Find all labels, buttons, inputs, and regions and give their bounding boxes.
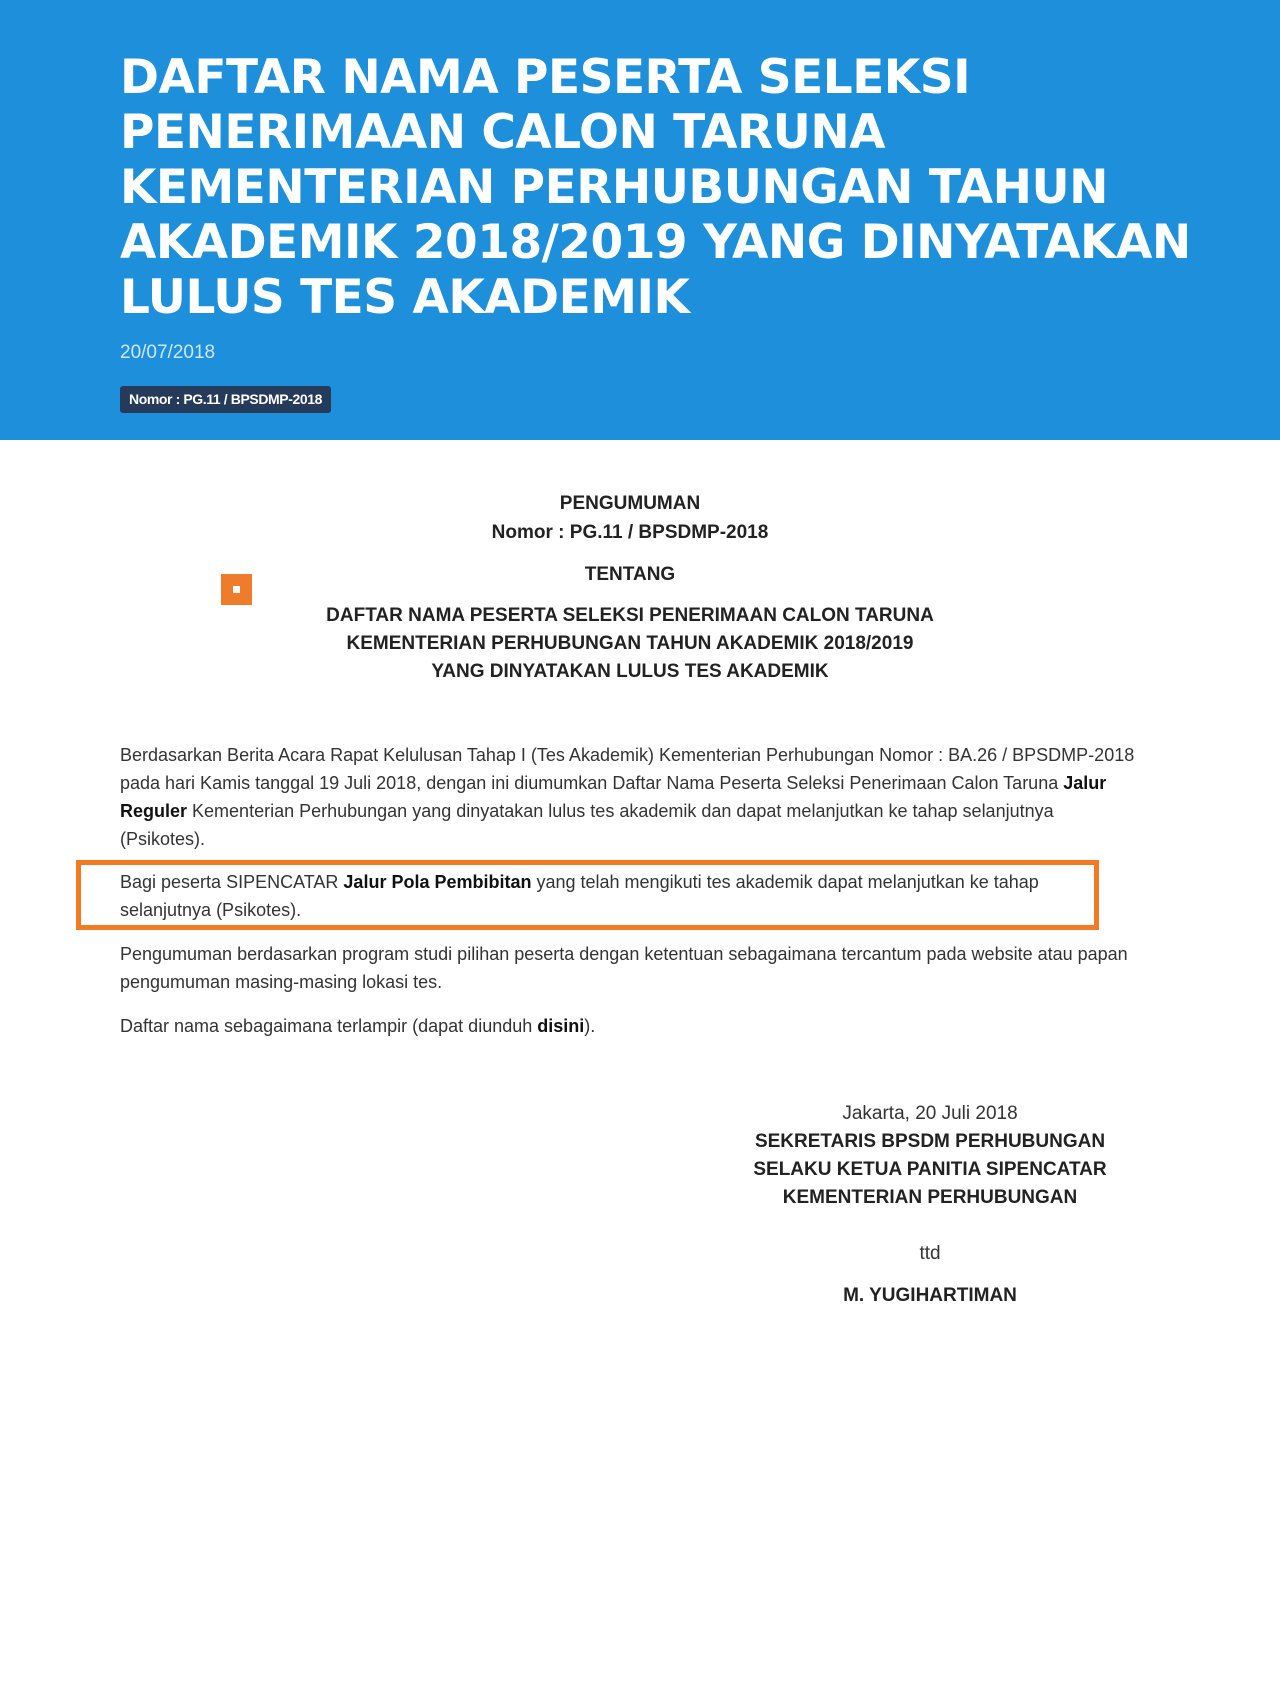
paragraph-program-studi: Pengumuman berdasarkan program studi pilihan peserta dengan ketentuan sebagaimana tercantum pada website atau papan pengumuman masing-masing lokasi tes. bbox=[120, 944, 1128, 992]
bold-jalur-pola-pembibitan: Jalur Pola Pembibitan bbox=[343, 872, 532, 892]
paragraph-download: Daftar nama sebagaimana terlampir (dapat diunduh disini). bbox=[120, 1016, 596, 1036]
announcement-title bbox=[120, 602, 1140, 686]
signature-block bbox=[720, 1100, 1140, 1310]
announcement-title-line: DAFTAR NAMA PESERTA SELEKSI PENERIMAAN CALON TARUNA bbox=[326, 605, 934, 626]
page-title: DAFTAR NAMA PESERTA SELEKSI PENERIMAAN CALON TARUNA KEMENTERIAN PERHUBUNGAN TAHUN AKADEMIK 2018/2019 YANG DINYATAKAN LULUS TES AKADEMIK bbox=[120, 50, 1191, 325]
paragraph-regular-path: Berdasarkan Berita Acara Rapat Kelulusan Tahap I (Tes Akademik) Kementerian Perhubungan Nomor : BA.26 / BPSDMP-2018 pada hari Kamis tanggal 19 Juli 2018, dengan ini diumumkan Daftar Nama Peserta Seleksi Penerimaan Calon Taruna Jalur Reguler Kementerian Perhubungan yang dinyatakan lulus tes akademik dan dapat melanjutkan ke tahap selanjutnya (Psikotes). bbox=[120, 745, 1135, 849]
download-link[interactable]: disini bbox=[537, 1016, 585, 1036]
document-number-badge[interactable]: Nomor : PG.11 / BPSDMP-2018 bbox=[120, 386, 331, 413]
signature-position-line: KEMENTERIAN PERHUBUNGAN bbox=[782, 1187, 1078, 1208]
signature-position-line: SEKRETARIS BPSDM PERHUBUNGAN bbox=[754, 1131, 1106, 1152]
post-date: 20/07/2018 bbox=[120, 342, 216, 363]
announcement-number: Nomor : PG.11 / BPSDMP-2018 bbox=[491, 522, 769, 543]
page-header bbox=[0, 0, 1280, 440]
bold-jalur-reguler: Jalur Reguler bbox=[120, 773, 1107, 821]
announcement-title-line: YANG DINYATAKAN LULUS TES AKADEMIK bbox=[431, 661, 829, 682]
announcement-heading: PENGUMUMAN bbox=[559, 493, 701, 514]
image-placeholder-icon bbox=[221, 574, 252, 605]
signature-ttd: ttd bbox=[919, 1243, 941, 1264]
signature-position-line: SELAKU KETUA PANITIA SIPENCATAR bbox=[753, 1159, 1107, 1180]
signature-name: M. YUGIHARTIMAN bbox=[843, 1285, 1017, 1306]
paragraph-pola-pembibitan: Bagi peserta SIPENCATAR Jalur Pola Pembibitan yang telah mengikuti tes akademik dapat melanjutkan ke tahap selanjutnya (Psikotes). bbox=[120, 872, 1039, 920]
announcement-about: TENTANG bbox=[584, 564, 676, 585]
announcement-title-line: KEMENTERIAN PERHUBUNGAN TAHUN AKADEMIK 2018/2019 bbox=[346, 633, 914, 654]
signature-place-date: Jakarta, 20 Juli 2018 bbox=[842, 1103, 1018, 1124]
